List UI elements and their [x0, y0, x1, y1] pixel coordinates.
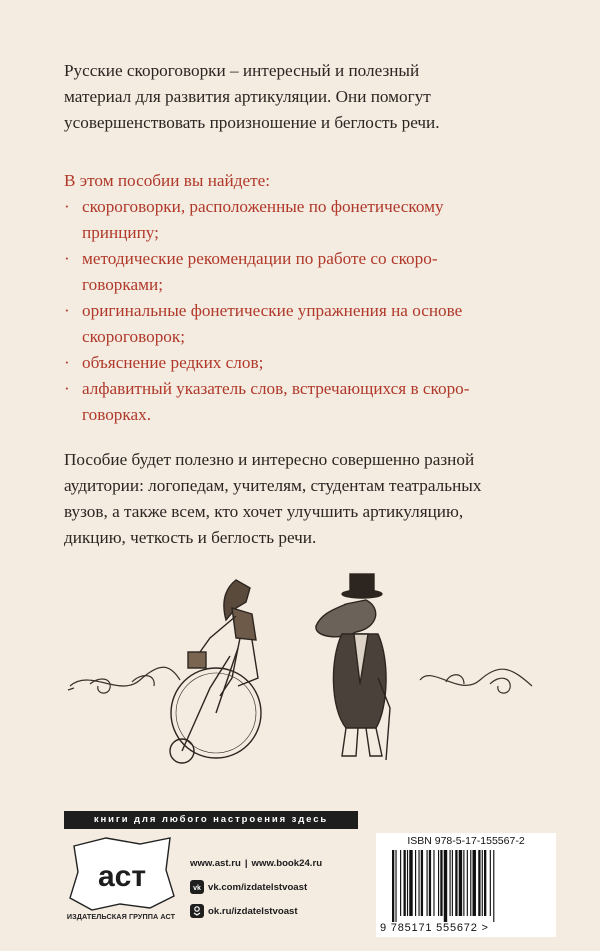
right-flourish — [420, 669, 532, 693]
list-lead: В этом пособии вы найдете: — [64, 171, 271, 190]
intro-line: Русские скороговорки – интересный и полезный — [64, 61, 420, 80]
barcode-bar — [473, 850, 476, 916]
barcode-bars — [390, 850, 546, 922]
barcode-bar — [490, 850, 491, 916]
barcode-digits: 9 785171 555672 > — [380, 922, 489, 934]
outro-line: аудитории: логопедам, учителям, студентам театральных — [64, 476, 482, 495]
list-item — [64, 350, 544, 376]
barcode-bar — [455, 850, 457, 916]
barcode-bar — [433, 850, 434, 916]
ast-logo-icon — [66, 836, 176, 936]
vk-icon — [190, 880, 204, 894]
svg-text:vk: vk — [193, 885, 201, 892]
outro-paragraph — [64, 447, 544, 551]
left-flourish — [68, 667, 180, 693]
vk-link[interactable]: vk.com/izdatelstvoast — [208, 881, 308, 893]
outro-line: вузов, а также всем, кто хочет улучшить артикуляцию, — [64, 502, 464, 521]
divider: | — [244, 857, 248, 869]
barcode-bar — [418, 850, 419, 916]
bullet: · — [64, 197, 70, 216]
barcode-bar — [470, 850, 471, 916]
barcode-bar — [409, 850, 412, 916]
isbn: ISBN 978-5-17-155567-2 — [407, 835, 525, 847]
intro-line: усовершенствовать произношение и беглость речи. — [64, 113, 440, 132]
barcode-bar — [415, 850, 416, 916]
bullet: · — [64, 301, 70, 320]
barcode-bar — [429, 850, 431, 916]
barcode-bar — [404, 850, 406, 916]
tagline-bar: книги для любого настроения здесь — [64, 811, 358, 829]
barcode-bar — [463, 850, 464, 916]
list-item-line: алфавитный указатель слов, встречающихся в скоро- — [82, 379, 470, 398]
bullet: · — [64, 379, 70, 398]
intro-paragraph — [64, 58, 544, 136]
list-item-line: говорками; — [82, 275, 163, 294]
barcode-bar — [444, 850, 447, 922]
ok-icon — [190, 904, 204, 918]
intro-line: материал для развития артикуляции. Они помогут — [64, 87, 431, 106]
horse-on-bicycle-icon — [170, 580, 261, 763]
site-link-ast[interactable]: www.ast.ru — [190, 857, 241, 869]
list-item-line: скороговорки, расположенные по фонетическому — [82, 197, 444, 216]
barcode-bar — [438, 850, 439, 916]
list-item-line: оригинальные фонетические упражнения на основе — [82, 301, 463, 320]
barcode-bar — [484, 850, 486, 916]
barcode-bar — [459, 850, 462, 916]
barcode-bar — [482, 850, 483, 916]
list-item — [64, 376, 544, 428]
list-item-line: скороговорок; — [82, 327, 186, 346]
list-item — [64, 194, 544, 246]
list-item-line: говорках. — [82, 405, 152, 424]
barcode-bar — [493, 850, 494, 922]
list-item — [64, 246, 544, 298]
barcode-bar — [400, 850, 401, 916]
barcode-bar — [395, 850, 396, 922]
bullet: · — [64, 353, 70, 372]
barcode-bar — [440, 850, 442, 916]
ok-row — [190, 899, 380, 923]
publisher-name: ИЗДАТЕЛЬСКАЯ ГРУППА АСТ — [66, 912, 176, 921]
list-item — [64, 298, 544, 350]
barcode-bar — [407, 850, 408, 916]
outro-line: Пособие будет полезно и интересно совершенно разной — [64, 450, 475, 469]
sites-row — [190, 851, 380, 875]
ok-link[interactable]: ok.ru/izdatelstvoast — [208, 905, 298, 917]
vk-row — [190, 875, 380, 899]
outro-line: дикцию, четкость и беглость речи. — [64, 528, 317, 547]
contents-list — [64, 168, 544, 428]
barcode-bar — [452, 850, 453, 916]
barcode-bar — [421, 850, 423, 916]
barcode — [376, 833, 556, 937]
list-item-line: объяснение редких слов; — [82, 353, 264, 372]
barcode-bar — [467, 850, 468, 916]
list-item-line: принципу; — [82, 223, 159, 242]
barcode-bar — [392, 850, 394, 922]
publisher-links — [190, 851, 380, 923]
site-link-book24[interactable]: www.book24.ru — [251, 857, 323, 869]
barcode-bar — [450, 850, 451, 916]
bullet: · — [64, 249, 70, 268]
hippo-gentleman-icon — [316, 574, 390, 760]
illustration — [60, 568, 540, 768]
barcode-bar — [427, 850, 428, 916]
logo-wordmark: аст — [97, 860, 147, 893]
list-item-line: методические рекомендации по работе со скоро- — [82, 249, 438, 268]
barcode-bar — [478, 850, 480, 916]
